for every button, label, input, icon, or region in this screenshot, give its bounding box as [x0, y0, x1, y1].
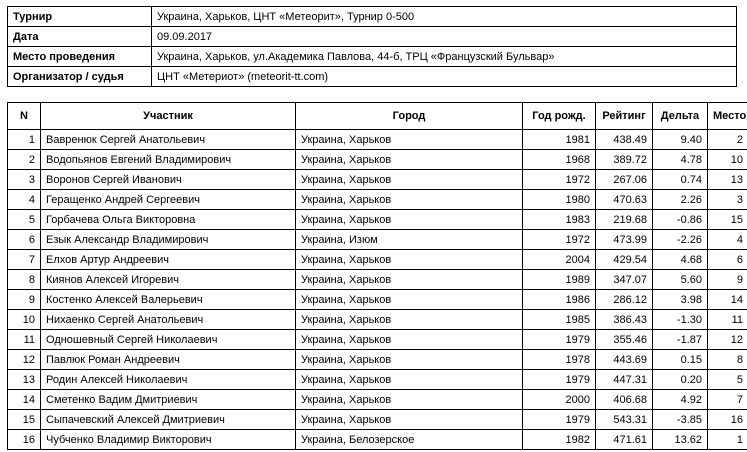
cell-place: 4 [708, 230, 747, 250]
cell-place: 6 [708, 250, 747, 270]
cell-number: 9 [8, 290, 41, 310]
cell-delta: 13.62 [653, 430, 708, 450]
cell-birth-year: 2000 [523, 390, 596, 410]
column-header-number: N [8, 103, 41, 130]
table-row [8, 350, 747, 370]
cell-city: Украина, Харьков [296, 190, 523, 210]
cell-city: Украина, Харьков [296, 370, 523, 390]
cell-number: 11 [8, 330, 41, 350]
cell-city: Украина, Харьков [296, 410, 523, 430]
cell-delta: 0.20 [653, 370, 708, 390]
table-row [8, 150, 747, 170]
cell-birth-year: 1979 [523, 410, 596, 430]
table-row [8, 310, 747, 330]
cell-city: Украина, Харьков [296, 390, 523, 410]
column-header-city: Город [296, 103, 523, 130]
cell-delta: 5.60 [653, 270, 708, 290]
cell-participant: Костенко Алексей Валерьевич [41, 290, 296, 310]
results-table [7, 102, 747, 450]
cell-birth-year: 1981 [523, 130, 596, 150]
cell-participant: Геращенко Андрей Сергеевич [41, 190, 296, 210]
cell-birth-year: 1985 [523, 310, 596, 330]
cell-participant: Одношевный Сергей Николаевич [41, 330, 296, 350]
table-row [8, 210, 747, 230]
column-header-participant: Участник [41, 103, 296, 130]
cell-delta: 9.40 [653, 130, 708, 150]
cell-birth-year: 1968 [523, 150, 596, 170]
column-header-rating: Рейтинг [596, 103, 653, 130]
cell-rating: 389.72 [596, 150, 653, 170]
cell-place: 12 [708, 330, 747, 350]
cell-city: Украина, Харьков [296, 130, 523, 150]
cell-city: Украина, Харьков [296, 350, 523, 370]
cell-place: 3 [708, 190, 747, 210]
cell-delta: -1.30 [653, 310, 708, 330]
cell-city: Украина, Харьков [296, 170, 523, 190]
cell-rating: 470.63 [596, 190, 653, 210]
cell-participant: Горбачева Ольга Викторовна [41, 210, 296, 230]
cell-place: 10 [708, 150, 747, 170]
cell-participant: Сыпачевский Алексей Дмитриевич [41, 410, 296, 430]
cell-delta: 0.74 [653, 170, 708, 190]
cell-place: 2 [708, 130, 747, 150]
table-row [8, 410, 747, 430]
column-header-delta: Дельта [653, 103, 708, 130]
cell-rating: 406.68 [596, 390, 653, 410]
cell-city: Украина, Харьков [296, 150, 523, 170]
cell-participant: Родин Алексей Николаевич [41, 370, 296, 390]
cell-number: 10 [8, 310, 41, 330]
cell-birth-year: 1983 [523, 210, 596, 230]
cell-number: 2 [8, 150, 41, 170]
tournament-info-table [7, 6, 737, 87]
cell-number: 14 [8, 390, 41, 410]
cell-participant: Чубченко Владимир Викторович [41, 430, 296, 450]
cell-rating: 429.54 [596, 250, 653, 270]
cell-place: 13 [708, 170, 747, 190]
cell-delta: 3.98 [653, 290, 708, 310]
info-label: Организатор / судья [8, 67, 152, 87]
cell-delta: 0.15 [653, 350, 708, 370]
cell-rating: 219.68 [596, 210, 653, 230]
cell-place: 11 [708, 310, 747, 330]
cell-birth-year: 1979 [523, 370, 596, 390]
cell-rating: 473.99 [596, 230, 653, 250]
cell-city: Украина, Харьков [296, 310, 523, 330]
info-label: Дата [8, 27, 152, 47]
cell-birth-year: 1982 [523, 430, 596, 450]
info-row-venue [8, 47, 737, 67]
info-row-organizer [8, 67, 737, 87]
cell-birth-year: 1979 [523, 330, 596, 350]
info-value: 09.09.2017 [152, 27, 737, 47]
cell-number: 15 [8, 410, 41, 430]
info-row-tournament [8, 7, 737, 27]
cell-participant: Елхов Артур Андреевич [41, 250, 296, 270]
cell-rating: 443.69 [596, 350, 653, 370]
cell-participant: Воронов Сергей Иванович [41, 170, 296, 190]
cell-rating: 438.49 [596, 130, 653, 150]
cell-delta: -1.87 [653, 330, 708, 350]
cell-delta: -0.86 [653, 210, 708, 230]
cell-participant: Водопьянов Евгений Владимирович [41, 150, 296, 170]
cell-delta: 4.68 [653, 250, 708, 270]
cell-number: 12 [8, 350, 41, 370]
cell-rating: 471.61 [596, 430, 653, 450]
cell-participant: Нихаенко Сергей Анатольевич [41, 310, 296, 330]
table-row [8, 230, 747, 250]
cell-city: Украина, Белозерское [296, 430, 523, 450]
cell-participant: Павлюк Роман Андреевич [41, 350, 296, 370]
cell-participant: Вавренюк Сергей Анатольевич [41, 130, 296, 150]
cell-participant: Сметенко Вадим Дмитриевич [41, 390, 296, 410]
cell-delta: -3.85 [653, 410, 708, 430]
cell-city: Украина, Харьков [296, 270, 523, 290]
cell-place: 5 [708, 370, 747, 390]
cell-delta: 4.78 [653, 150, 708, 170]
cell-participant: Езык Александр Владимирович [41, 230, 296, 250]
info-value: Украина, Харьков, ЦНТ «Метеорит», Турнир 0-500 [152, 7, 737, 27]
cell-city: Украина, Изюм [296, 230, 523, 250]
cell-number: 5 [8, 210, 41, 230]
cell-city: Украина, Харьков [296, 330, 523, 350]
cell-birth-year: 2004 [523, 250, 596, 270]
table-row [8, 170, 747, 190]
cell-birth-year: 1980 [523, 190, 596, 210]
cell-number: 4 [8, 190, 41, 210]
cell-city: Украина, Харьков [296, 210, 523, 230]
cell-number: 6 [8, 230, 41, 250]
table-row [8, 190, 747, 210]
cell-number: 13 [8, 370, 41, 390]
info-value: Украина, Харьков, ул.Академика Павлова, 44-б, ТРЦ «Французский Бульвар» [152, 47, 737, 67]
table-row [8, 270, 747, 290]
cell-place: 16 [708, 410, 747, 430]
cell-rating: 355.46 [596, 330, 653, 350]
cell-rating: 447.31 [596, 370, 653, 390]
cell-delta: 2.26 [653, 190, 708, 210]
info-label: Турнир [8, 7, 152, 27]
cell-number: 1 [8, 130, 41, 150]
cell-number: 7 [8, 250, 41, 270]
cell-rating: 286.12 [596, 290, 653, 310]
cell-place: 14 [708, 290, 747, 310]
cell-city: Украина, Харьков [296, 290, 523, 310]
cell-place: 9 [708, 270, 747, 290]
cell-delta: 4.92 [653, 390, 708, 410]
cell-city: Украина, Харьков [296, 250, 523, 270]
cell-birth-year: 1978 [523, 350, 596, 370]
cell-rating: 386.43 [596, 310, 653, 330]
table-row [8, 330, 747, 350]
cell-rating: 347.07 [596, 270, 653, 290]
cell-number: 16 [8, 430, 41, 450]
table-row [8, 430, 747, 450]
cell-delta: -2.26 [653, 230, 708, 250]
results-header-row [8, 103, 747, 130]
column-header-birth-year: Год рожд. [523, 103, 596, 130]
column-header-place: Место [708, 103, 747, 130]
table-row [8, 390, 747, 410]
info-value: ЦНТ «Метериот» (meteorit-tt.com) [152, 67, 737, 87]
table-row [8, 250, 747, 270]
cell-place: 1 [708, 430, 747, 450]
cell-birth-year: 1986 [523, 290, 596, 310]
cell-rating: 267.06 [596, 170, 653, 190]
cell-number: 3 [8, 170, 41, 190]
cell-participant: Киянов Алексей Игоревич [41, 270, 296, 290]
info-row-date [8, 27, 737, 47]
results-body [8, 130, 747, 450]
cell-birth-year: 1972 [523, 170, 596, 190]
cell-number: 8 [8, 270, 41, 290]
table-row [8, 130, 747, 150]
cell-place: 8 [708, 350, 747, 370]
cell-birth-year: 1972 [523, 230, 596, 250]
table-row [8, 290, 747, 310]
cell-rating: 543.31 [596, 410, 653, 430]
table-row [8, 370, 747, 390]
cell-place: 15 [708, 210, 747, 230]
info-label: Место проведения [8, 47, 152, 67]
cell-place: 7 [708, 390, 747, 410]
cell-birth-year: 1989 [523, 270, 596, 290]
